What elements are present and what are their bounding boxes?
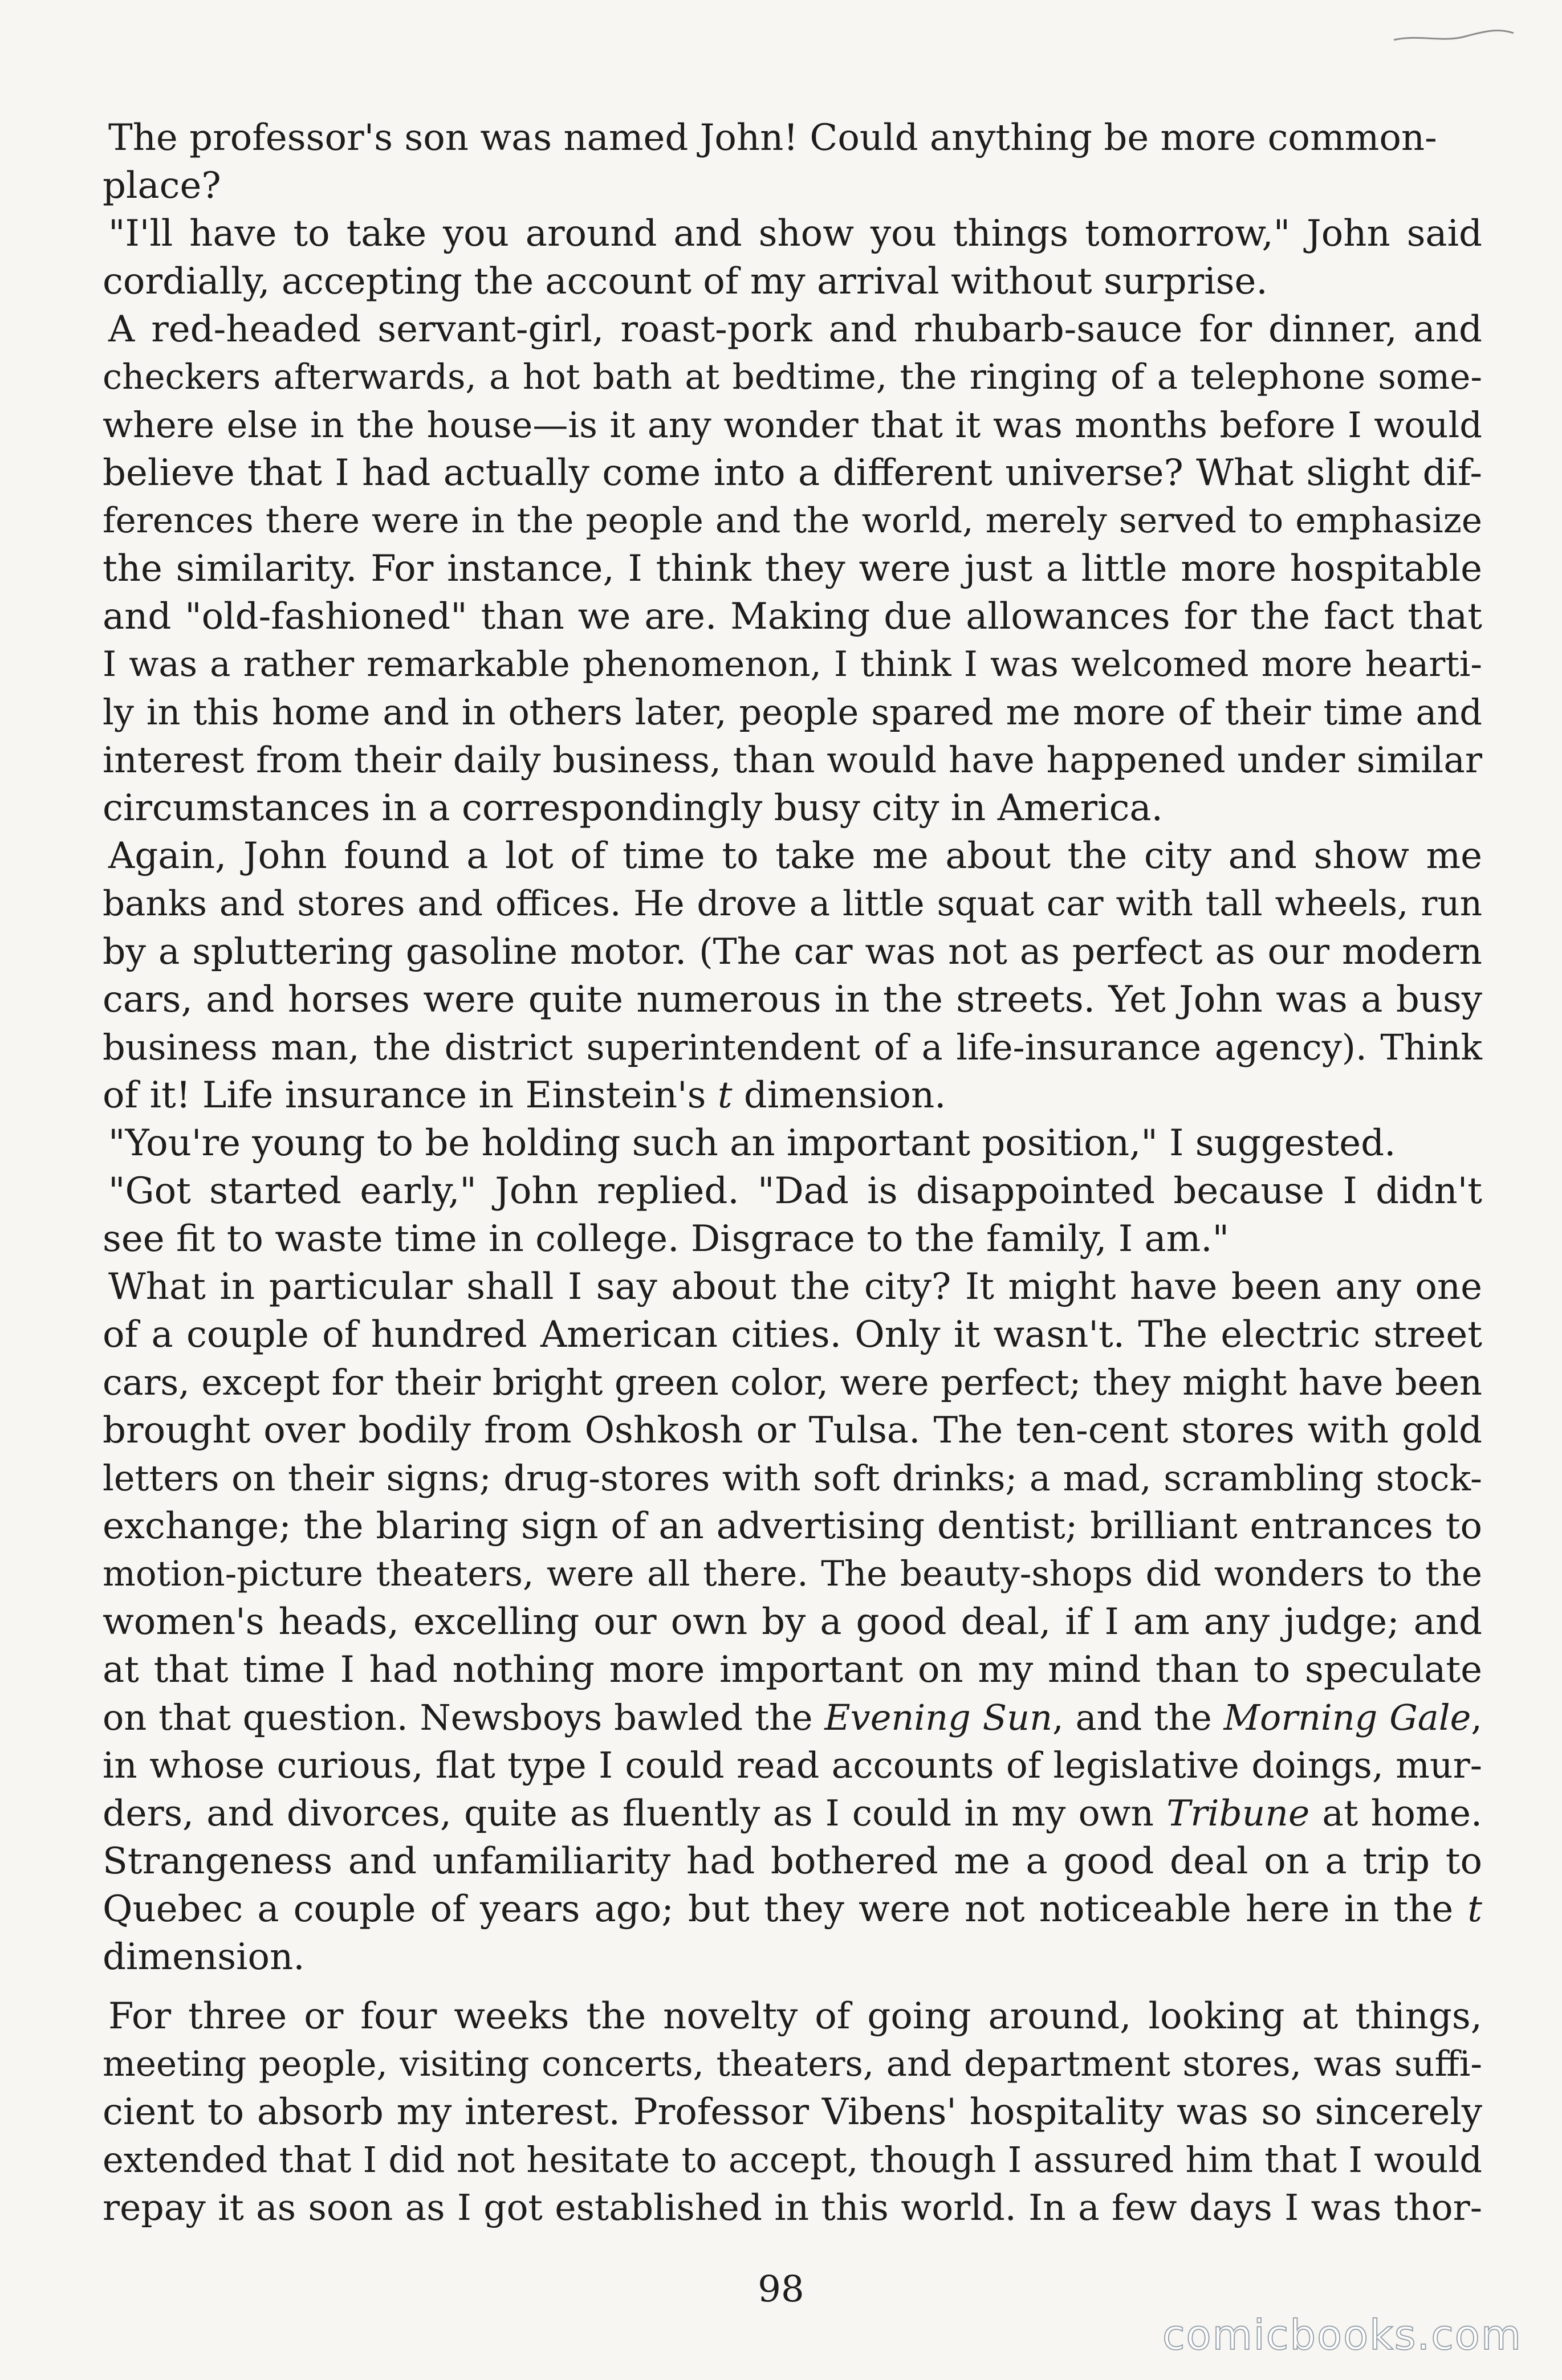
text-line-13: ly in this home and in others later, people spared me more of their time and (103, 691, 1482, 733)
text-line-26: of a couple of hundred American cities. Only it wasn't. The electric street (103, 1314, 1482, 1356)
text-line-36: ders, and divorces, quite as fluently as I could in my own Tribune at home. (103, 1792, 1482, 1834)
text-line-6: checkers afterwards, a hot bath at bedtime, the ringing of a telephone some- (103, 357, 1482, 397)
text-line-43: extended that I did not hesitate to accept, though I assured him that I would (103, 2139, 1482, 2181)
text-line-35: in whose curious, flat type I could read accounts of legislative doings, mur- (103, 1745, 1482, 1786)
text-line-18: by a spluttering gasoline motor. (The car was not as perfect as our modern (103, 931, 1482, 972)
text-line-22: "You're young to be holding such an important position," I suggested. (108, 1122, 1396, 1164)
text-line-15: circumstances in a correspondingly busy city in America. (103, 787, 1163, 829)
text-line-34: on that question. Newsboys bawled the Evening Sun, and the Morning Gale, (103, 1697, 1483, 1738)
watermark-text: comicbooks.com (1162, 2311, 1522, 2359)
text-line-33: at that time I had nothing more important on my mind than to speculate (103, 1649, 1482, 1691)
text-line-27: cars, except for their bright green color, were perfect; they might have been (103, 1362, 1482, 1403)
page-number: 98 (758, 2268, 804, 2310)
text-line-12: I was a rather remarkable phenomenon, I think I was welcomed more hearti- (103, 644, 1482, 684)
text-line-38: Quebec a couple of years ago; but they were not noticeable here in the t (103, 1888, 1482, 1930)
text-line-32: women's heads, excelling our own by a good deal, if I am any judge; and (103, 1601, 1482, 1643)
text-line-44: repay it as soon as I got established in this world. In a few days I was thor- (103, 2187, 1482, 2228)
text-line-3: "I'll have to take you around and show you things tomorrow," John said (108, 213, 1482, 255)
text-line-24: see fit to waste time in college. Disgrace to the family, I am." (103, 1218, 1230, 1260)
text-line-29: letters on their signs; drug-stores with soft drinks; a mad, scrambling stock- (103, 1457, 1482, 1499)
text-line-8: believe that I had actually come into a different universe? What slight dif- (103, 452, 1482, 494)
text-line-21: of it! Life insurance in Einstein's t dimension. (103, 1074, 946, 1116)
text-line-40: For three or four weeks the novelty of going around, looking at things, (108, 1995, 1482, 2037)
text-line-20: business man, the district superintendent of a life-insurance agency). Think (103, 1026, 1482, 1068)
text-line-4: cordially, accepting the account of my arrival without surprise. (103, 260, 1268, 303)
text-line-1: The professor's son was named John! Could anything be more common- (108, 117, 1437, 159)
text-line-11: and "old-fashioned" than we are. Making due allowances for the fact that (103, 596, 1482, 638)
text-line-10: the similarity. For instance, I think they were just a little more hospitable (103, 548, 1482, 590)
text-line-17: banks and stores and offices. He drove a little squat car with tall wheels, run (103, 883, 1482, 924)
text-line-41: meeting people, visiting concerts, theaters, and department stores, was suffi- (103, 2044, 1482, 2084)
text-line-7: where else in the house—is it any wonder that it was months before I would (103, 404, 1482, 446)
text-line-28: brought over bodily from Oshkosh or Tulsa. The ten-cent stores with gold (103, 1409, 1482, 1452)
text-line-2: place? (103, 165, 221, 207)
book-page (103, 114, 1482, 2257)
text-line-42: cient to absorb my interest. Professor Vibens' hospitality was so sincerely (103, 2091, 1482, 2133)
text-line-39: dimension. (103, 1936, 305, 1978)
text-line-25: What in particular shall I say about the city? It might have been any one (108, 1266, 1482, 1308)
text-line-5: A red-headed servant-girl, roast-pork and rhubarb-sauce for dinner, and (108, 308, 1482, 351)
text-line-14: interest from their daily business, than would have happened under similar (103, 739, 1482, 781)
text-line-19: cars, and horses were quite numerous in the streets. Yet John was a busy (103, 979, 1482, 1021)
text-line-30: exchange; the blaring sign of an advertising dentist; brilliant entrances to (103, 1505, 1482, 1547)
pencil-mark (1391, 17, 1516, 51)
text-line-37: Strangeness and unfamiliarity had bothered me a good deal on a trip to (103, 1840, 1482, 1882)
text-line-23: "Got started early," John replied. "Dad is disappointed because I didn't (108, 1170, 1482, 1212)
text-line-9: ferences there were in the people and the world, merely served to emphasize (103, 500, 1482, 541)
text-line-31: motion-picture theaters, were all there. The beauty-shops did wonders to the (103, 1554, 1482, 1594)
text-line-16: Again, John found a lot of time to take me about the city and show me (108, 835, 1482, 877)
